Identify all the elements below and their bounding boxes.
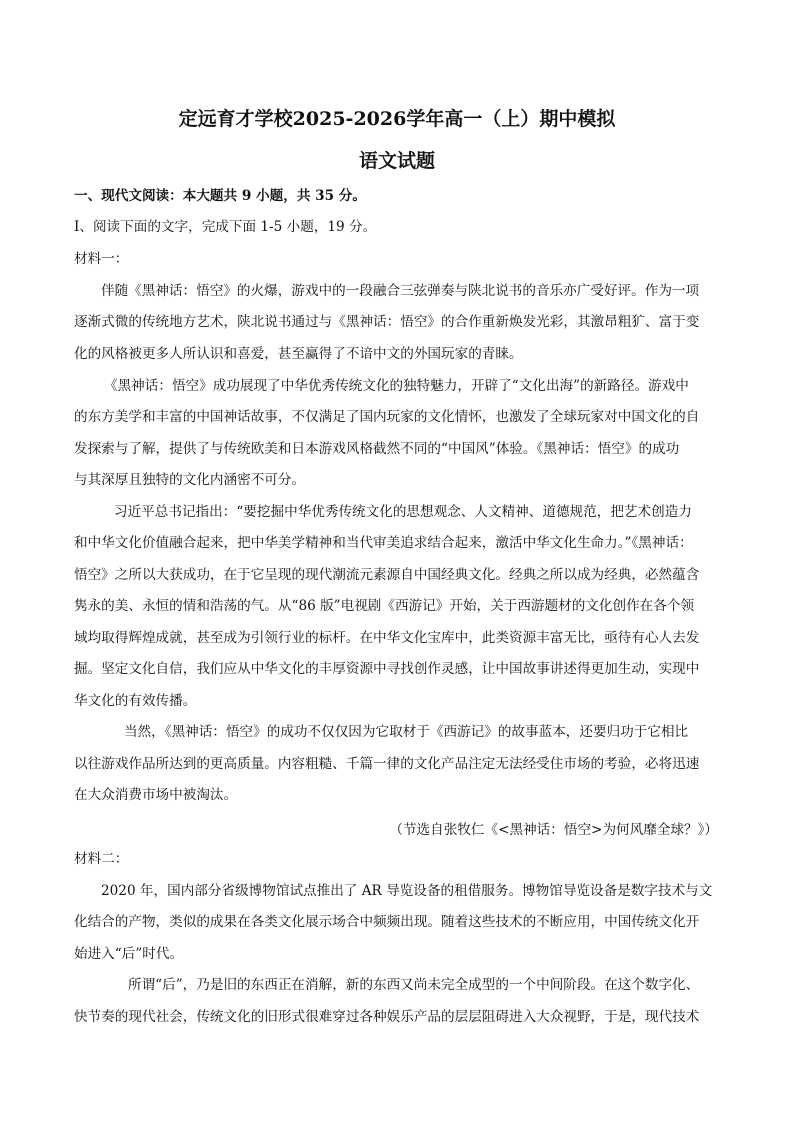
paragraph-line: 掘。坚定文化自信，我们应从中华文化的丰厚资源中寻找创作灵感，让中国故事讲述得更加生动，实现中 — [74, 661, 700, 677]
paragraph-line: 快节奏的现代社会，传统文化的旧形式很难穿过各种娱乐产品的层层阻碍进入大众视野，于是，现代技术 — [74, 1009, 700, 1025]
paragraph-line: 化的风格被更多人所认识和喜爱，甚至赢得了不谙中文的外国玩家的青睐。 — [74, 346, 523, 362]
paragraph-line: 以往游戏作品所达到的更高质量。内容粗糙、千篇一律的文化产品注定无法经受住市场的考验，必将迅速 — [74, 756, 700, 772]
paragraph-line: 2020 年，国内部分省级博物馆试点推出了 AR 导览设备的租借服务。博物馆导览设备是数字技术与文 — [101, 883, 713, 899]
paragraph-line: 始进入“后”时代。 — [74, 946, 184, 962]
document-title: 定远育才学校2025-2026学年高一（上）期中模拟 — [178, 108, 616, 130]
paragraph-line: 华文化的有效传播。 — [74, 693, 197, 709]
section-heading: 一、现代文阅读：本大题共 9 小题，共 35 分。 — [74, 188, 366, 204]
paragraph-line: 习近平总书记指出：“要挖掘中华优秀传统文化的思想观念、人文精神、道德规范，把艺术创造力 — [114, 504, 692, 520]
material-one-label: 材料一： — [74, 251, 129, 267]
paragraph-line: 与其深厚且独特的文化内涵密不可分。 — [74, 472, 306, 488]
paragraph-line: 在大众消费市场中被淘汰。 — [74, 787, 238, 803]
paragraph-line: 化结合的产物，类似的成果在各类文化展示场合中频频出现。随着这些技术的不断应用，中国传统文化开 — [74, 914, 700, 930]
paragraph-line: 和中华文化价值融合起来，把中华美学精神和当代审美追求结合起来，激活中华文化生命力。”《黑神话： — [74, 535, 693, 551]
paragraph-line: 当然，《黑神话：悟空》的成功不仅仅因为它取材于《西游记》的故事蓝本，还要归功于它相比 — [124, 724, 689, 740]
paragraph-line: 悟空》之所以大获成功，在于它呈现的现代潮流元素源自中国经典文化。经典之所以成为经典，必然蕴含 — [74, 567, 700, 583]
material-two-label: 材料二： — [74, 851, 129, 867]
paragraph-line: 伴随《黑神话：悟空》的火爆，游戏中的一段融合三弦弹奏与陕北说书的音乐亦广受好评。作为一项 — [101, 283, 700, 299]
paragraph-line: 的东方美学和丰富的中国神话故事，不仅满足了国内玩家的文化情怀，也激发了全球玩家对中国文化的自 — [74, 409, 700, 425]
document-subtitle: 语文试题 — [358, 150, 435, 172]
section-instruction: I、阅读下面的文字，完成下面 1-5 小题，19 分。 — [74, 219, 377, 235]
paragraph-line: 隽永的美、永恒的情和浩荡的气。从“86 版”电视剧《西游记》开始，关于西游题材的文化创作在各个领 — [74, 598, 695, 614]
source-citation: （节选自张牧仁《<黑神话：悟空>为何风靡全球？》） — [389, 822, 718, 838]
paragraph-line: 域均取得辉煌成就，甚至成为引领行业的标杆。在中华文化宝库中，此类资源丰富无比，亟待有心人去发 — [74, 630, 700, 646]
paragraph-line: 逐渐式微的传统地方艺术，陕北说书通过与《黑神话：悟空》的合作重新焕发光彩，其激昂粗犷、富于变 — [74, 314, 700, 330]
paragraph-line: 发探索与了解，提供了与传统欧美和日本游戏风格截然不同的“中国风”体验。《黑神话：悟空》的成功 — [74, 441, 680, 457]
paragraph-line: 所谓“后”，乃是旧的东西正在消解，新的东西又尚未完全成型的一个中间阶段。在这个数字化、 — [128, 977, 700, 993]
paragraph-line: 《黑神话：悟空》成功展现了中华优秀传统文化的独特魅力，开辟了“文化出海”的新路径。游戏中 — [104, 378, 689, 394]
